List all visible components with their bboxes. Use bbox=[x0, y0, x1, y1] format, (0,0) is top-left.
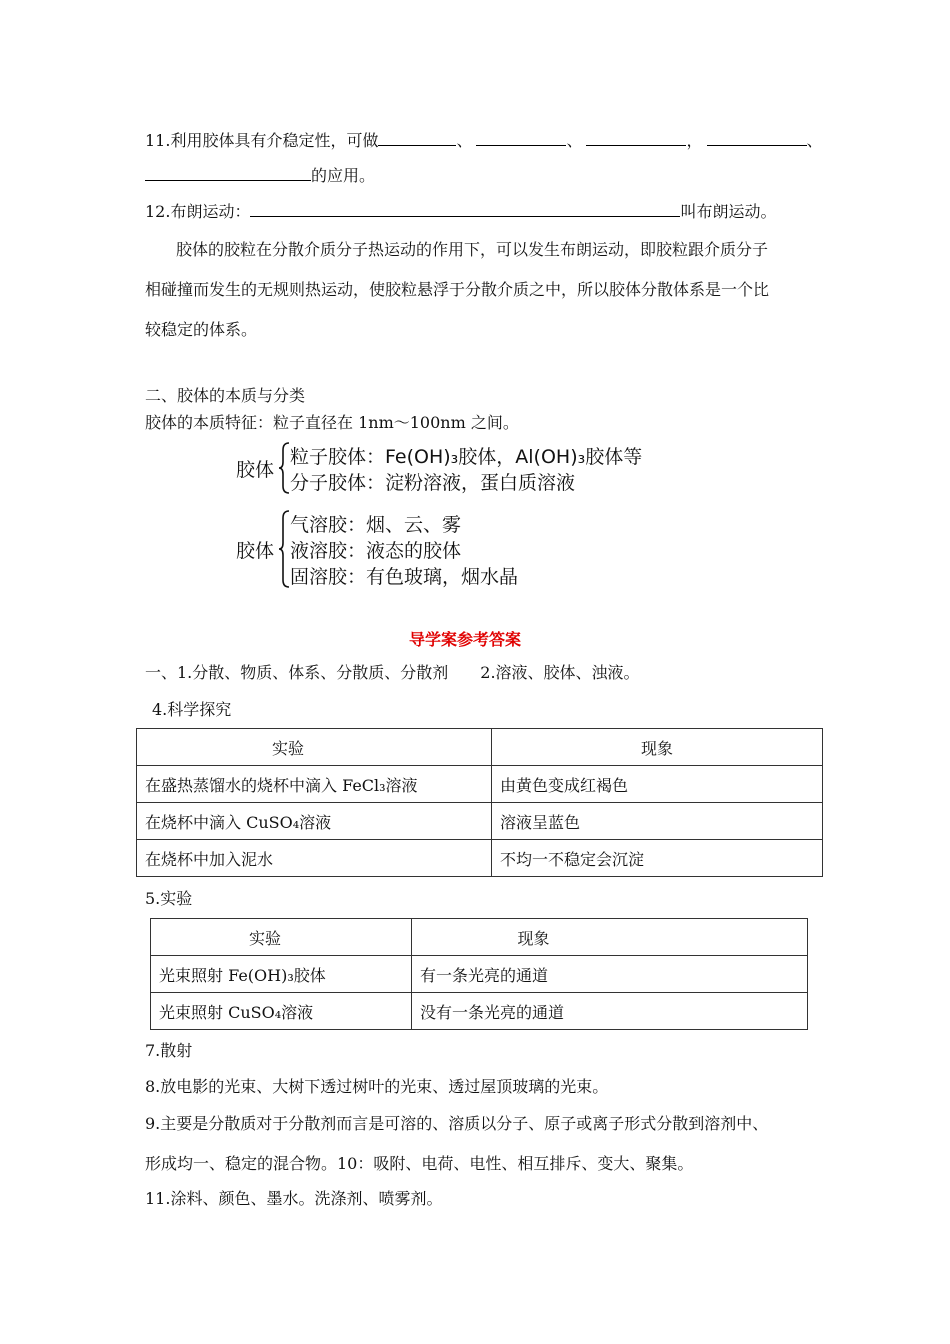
classification-diagram-1 bbox=[236, 440, 656, 494]
question-11-cont bbox=[145, 163, 375, 186]
section-2-feature: 胶体的本质特征：粒子直径在 1nm～100nm 之间。 bbox=[145, 413, 519, 432]
answer-5: 5.实验 bbox=[145, 889, 193, 908]
answers-title: 导学案参考答案 bbox=[409, 630, 522, 649]
diagram-2-item: 气溶胶：烟、云、雾 bbox=[290, 514, 462, 536]
q11-sep: 、 bbox=[806, 131, 823, 150]
q11-blank-5[interactable] bbox=[145, 166, 311, 181]
table-header-cell: 实验 bbox=[151, 919, 412, 956]
table-row bbox=[151, 956, 808, 993]
table-header-cell: 实验 bbox=[137, 729, 492, 766]
diagram-2-label: 胶体 bbox=[236, 540, 275, 562]
q11-blank-2[interactable] bbox=[476, 131, 566, 146]
q12-prefix: 12.布朗运动： bbox=[145, 202, 251, 221]
table-experiment-2 bbox=[150, 918, 808, 1030]
table-cell: 光束照射 CuSO₄溶液 bbox=[151, 993, 412, 1030]
q11-suffix: 的应用。 bbox=[311, 166, 376, 185]
brace-icon bbox=[278, 510, 290, 588]
q11-blank-1[interactable] bbox=[378, 131, 456, 146]
answer-9-line-1: 9.主要是分散质对于分散剂而言是可溶的、溶质以分子、原子或离子形式分散到溶剂中、 bbox=[145, 1114, 769, 1133]
q11-sep: 、 bbox=[566, 131, 583, 150]
table-experiment-1 bbox=[136, 728, 823, 877]
table-cell: 在盛热蒸馏水的烧杯中滴入 FeCl₃溶液 bbox=[137, 766, 492, 803]
q11-blank-3[interactable] bbox=[586, 131, 686, 146]
table-row bbox=[137, 840, 823, 877]
classification-diagram-2 bbox=[236, 508, 556, 590]
diagram-2-item: 液溶胶：液态的胶体 bbox=[290, 540, 462, 562]
table-cell: 由黄色变成红褐色 bbox=[492, 766, 823, 803]
answer-7: 7.散射 bbox=[145, 1041, 193, 1060]
table-row bbox=[137, 766, 823, 803]
diagram-1-item: 分子胶体：淀粉溶液，蛋白质溶液 bbox=[290, 472, 576, 494]
table-header-row bbox=[137, 729, 823, 766]
q12-suffix: 叫布朗运动。 bbox=[680, 202, 777, 221]
answer-4: 4.科学探究 bbox=[152, 700, 232, 719]
question-12 bbox=[145, 199, 776, 222]
table-cell: 不均一不稳定会沉淀 bbox=[492, 840, 823, 877]
answer-8: 8.放电影的光束、大树下透过树叶的光束、透过屋顶玻璃的光束。 bbox=[145, 1077, 609, 1096]
table-row bbox=[137, 803, 823, 840]
table-cell: 在烧杯中加入泥水 bbox=[137, 840, 492, 877]
para-line-2: 相碰撞而发生的无规则热运动，使胶粒悬浮于分散介质之中，所以胶体分散体系是一个比 bbox=[145, 280, 770, 299]
q11-blank-4[interactable] bbox=[707, 131, 807, 146]
answer-9-line-2: 形成均一、稳定的混合物。10：吸附、电荷、电性、相互排斥、变大、聚集。 bbox=[145, 1154, 694, 1173]
table-cell: 有一条光亮的通道 bbox=[412, 956, 808, 993]
table-cell: 在烧杯中滴入 CuSO₄溶液 bbox=[137, 803, 492, 840]
table-header-cell: 现象 bbox=[412, 919, 808, 956]
table-cell: 光束照射 Fe(OH)₃胶体 bbox=[151, 956, 412, 993]
answer-11: 11.涂料、颜色、墨水。洗涤剂、喷雾剂。 bbox=[145, 1189, 443, 1208]
question-11 bbox=[145, 128, 823, 151]
q11-prefix: 11.利用胶体具有介稳定性，可做 bbox=[145, 131, 379, 150]
answer-2-text: 2.溶液、胶体、浊液。 bbox=[480, 663, 640, 682]
answer-1 bbox=[145, 660, 640, 683]
diagram-2-item: 固溶胶：有色玻璃，烟水晶 bbox=[290, 566, 519, 588]
q12-blank[interactable] bbox=[250, 202, 680, 217]
para-line-3: 较稳定的体系。 bbox=[145, 320, 258, 339]
q11-sep: 、 bbox=[456, 131, 473, 150]
table-header-row bbox=[151, 919, 808, 956]
answer-1-text: 一、1.分散、物质、体系、分散质、分散剂 bbox=[145, 663, 449, 682]
q11-sep: ， bbox=[686, 131, 703, 150]
section-2-heading: 二、胶体的本质与分类 bbox=[145, 386, 306, 405]
diagram-1-label: 胶体 bbox=[236, 459, 275, 481]
table-cell: 溶液呈蓝色 bbox=[492, 803, 823, 840]
table-header-cell: 现象 bbox=[492, 729, 823, 766]
para-line-1: 胶体的胶粒在分散介质分子热运动的作用下，可以发生布朗运动，即胶粒跟介质分子 bbox=[176, 240, 769, 259]
diagram-1-item: 粒子胶体：Fe(OH)₃胶体，Al(OH)₃胶体等 bbox=[290, 446, 643, 468]
brace-icon bbox=[278, 442, 290, 494]
table-cell: 没有一条光亮的通道 bbox=[412, 993, 808, 1030]
table-row bbox=[151, 993, 808, 1030]
